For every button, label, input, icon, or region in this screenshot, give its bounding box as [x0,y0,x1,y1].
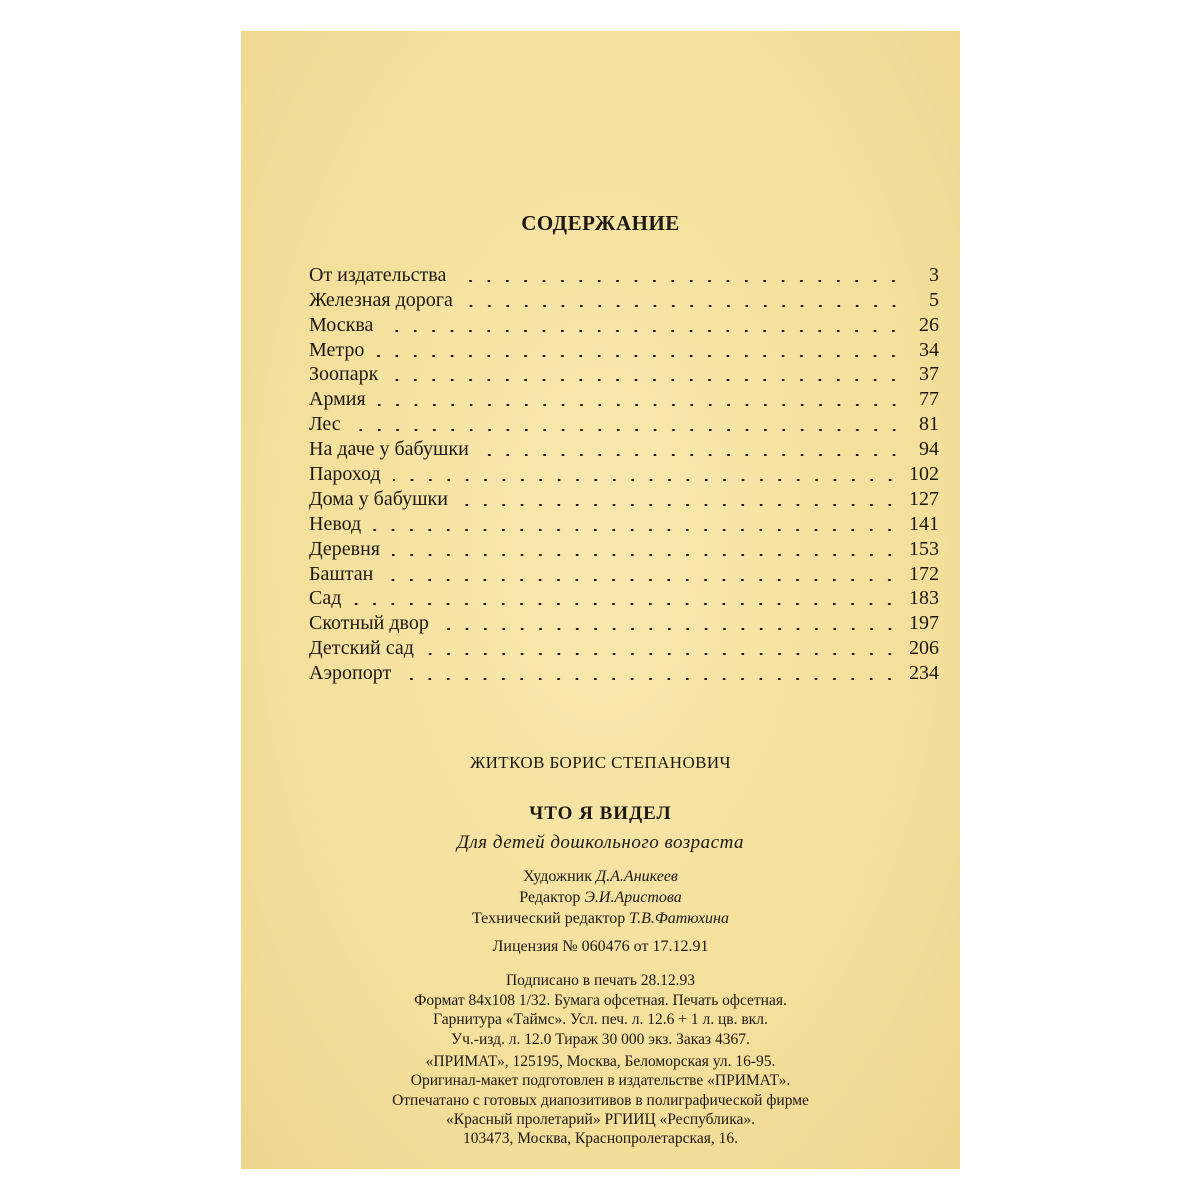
print-line: Уч.-изд. л. 12.0 Тираж 30 000 экз. Заказ 4367. [451,1030,750,1048]
toc-entry [309,535,939,560]
toc-entry-page: 3 [929,263,939,286]
toc-entry [309,560,939,585]
toc-entry-page: 77 [919,388,939,411]
credit-name: Т.В.Фатюхина [629,910,729,927]
toc-entry-label: Пароход [309,463,381,486]
publisher-line: «ПРИМАТ», 125195, Москва, Беломорская ул. 16-95. [425,1053,776,1070]
toc-entry [309,435,939,460]
toc-entry-label: Сад [309,587,342,610]
toc-entry-label: Лес [309,413,341,436]
credit-line-artist [241,866,960,887]
toc-entry-label: Скотный двор [309,612,429,635]
toc-entry-label: Деревня [309,537,380,560]
credit-name: Д.А.Аникеев [595,868,678,885]
toc-entry-label: Невод [309,512,362,535]
toc-entry-page: 81 [919,413,939,436]
credit-line-editor [241,887,960,908]
publisher-details [241,1052,960,1148]
dot-leader [385,330,903,332]
dot-leader [378,404,903,406]
toc-entry [309,485,939,510]
toc-heading: СОДЕРЖАНИЕ [521,211,680,235]
toc-entry-page: 127 [909,487,939,510]
credits-block [241,866,960,929]
author-name: ЖИТКОВ БОРИС СТЕПАНОВИЧ [470,753,731,772]
toc-entry-label: На даче у бабушки [309,438,469,461]
publisher-line: «Красный пролетарий» РГИИЦ «Республика». [445,1110,755,1128]
toc-entry-label: Метро [309,338,365,361]
dot-leader [458,280,903,282]
print-details [241,971,960,1049]
toc-entry [309,311,939,336]
dot-leader [385,579,899,581]
dot-leader [390,379,903,381]
toc-entry-label: Детский сад [309,637,414,660]
toc-entry [309,261,939,286]
dot-leader [465,305,903,307]
publisher-line: Отпечатано с готовых диапозитивов в полиграфической фирме [392,1091,809,1109]
publisher-line: 103473, Москва, Краснопролетарская, 16. [463,1130,738,1148]
book-title: ЧТО Я ВИДЕЛ [529,803,672,824]
dot-leader [392,554,899,556]
dot-leader [481,454,903,456]
toc-entry [309,385,939,410]
toc-entry [309,361,939,386]
book-page [241,31,960,1169]
dot-leader [353,603,899,605]
license-line: Лицензия № 060476 от 17.12.91 [492,938,709,955]
toc-entry-page: 172 [909,562,939,585]
credit-role: Редактор [519,889,581,906]
publisher-line: Оригинал-макет подготовлен в издательстве «ПРИМАТ». [410,1072,791,1090]
dot-leader [426,653,899,655]
print-line: Формат 84x108 1/32. Бумага офсетная. Печать офсетная. [414,991,787,1009]
book-subtitle: Для детей дошкольного возраста [456,832,745,853]
toc-entry-page: 197 [909,612,939,635]
toc-entry-page: 234 [909,662,939,685]
credit-role: Художник [523,868,592,885]
toc-entry [309,286,939,311]
toc-entry [309,410,939,435]
toc-entry-label: Дома у бабушки [309,487,448,510]
toc-entry [309,585,939,610]
toc-entry-page: 37 [919,363,939,386]
dot-leader [353,429,903,431]
toc-entry [309,609,939,634]
dot-leader [376,355,903,357]
toc-entry [309,510,939,535]
toc-entry [309,659,939,684]
dot-leader [460,504,899,506]
dot-leader [403,678,899,680]
toc-entry-page: 5 [929,288,939,311]
toc-entry-page: 102 [909,463,939,486]
toc-entry-page: 34 [919,338,939,361]
print-line: Гарнитура «Таймс». Усл. печ. л. 12.6 + 1 л. цв. вкл. [433,1011,768,1028]
toc-entry-page: 183 [909,587,939,610]
credit-line-tech-editor [241,908,960,929]
toc-entry-label: Аэропорт [309,662,392,685]
toc-entry-label: Москва [309,313,374,336]
print-line: Подписано в печать 28.12.93 [505,972,696,989]
toc-entry [309,336,939,361]
dot-leader [441,628,899,630]
credit-role: Технический редактор [472,910,626,927]
toc-entry-page: 141 [909,512,939,535]
dot-leader [393,479,899,481]
toc-entry-page: 94 [919,438,939,461]
toc-entry-label: Армия [309,388,366,411]
toc-entry-label: Баштан [309,562,374,585]
credit-name: Э.И.Аристова [584,889,682,906]
toc-entry-page: 26 [919,313,939,336]
toc-entry-label: Железная дорога [309,288,453,311]
dot-leader [373,529,899,531]
table-of-contents [309,261,939,684]
toc-entry-page: 153 [909,537,939,560]
toc-entry-page: 206 [909,637,939,660]
toc-entry [309,634,939,659]
toc-entry-label: От издательства [309,263,447,286]
toc-entry-label: Зоопарк [309,363,379,386]
toc-entry [309,460,939,485]
